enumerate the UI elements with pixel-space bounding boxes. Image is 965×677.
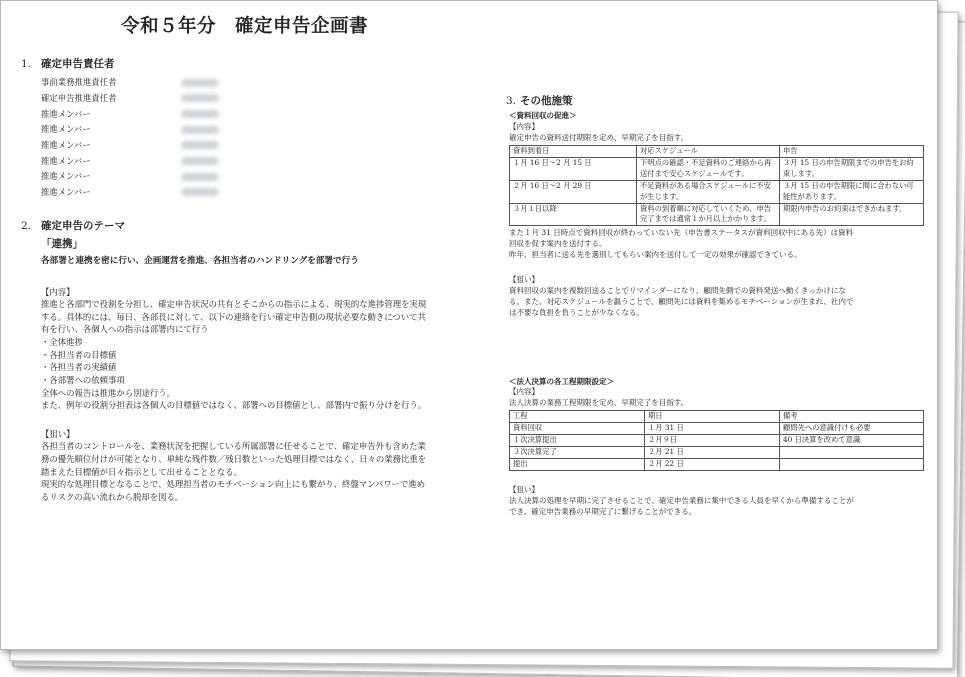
member-row: [41, 169, 491, 185]
aim-line: る。また、対応スケジュールを謳うことで、顧問先には資料を集めるモチベーションが生まれ、社内で: [509, 296, 854, 306]
table-row: [510, 435, 924, 447]
table-cell: １月 16 日～2 月 15 日: [510, 157, 637, 180]
corporate-deadline-table: [509, 410, 924, 471]
followup-block: [509, 228, 929, 261]
corporate-block: [509, 377, 929, 518]
aim-line: 各担当者のコントロールを、業務状況を把握している所属部署に任せることで、確定申告外も含めた業: [41, 441, 426, 452]
table-cell: 資料の到着順に対応していくため、申告完了までは通常１か月以上かかります。: [637, 203, 780, 226]
member-row: [41, 122, 491, 138]
intro-text: 法人決算の業務工程期限を定め、早期完了を目指す。: [509, 398, 689, 408]
bullet-item: ・全体進捗: [41, 337, 83, 348]
table-cell: ２月 22 日: [645, 458, 780, 470]
redacted-name: [181, 126, 219, 134]
redacted-name: [181, 79, 219, 87]
table-row: [510, 180, 924, 203]
member-role: 推進メンバー: [41, 108, 91, 119]
member-row: [41, 185, 491, 201]
redacted-name: [181, 94, 219, 102]
table-row: [510, 446, 924, 458]
collection-schedule-table: [509, 145, 924, 227]
intro-text: 確定申告の資料送付期限を定め、早期完了を目指す。: [509, 132, 689, 142]
table-cell: [780, 458, 924, 470]
table-header-cell: 対応スケジュール: [637, 145, 780, 157]
section-number: 3.: [506, 95, 517, 107]
content-line: する。具体的には、毎日、各部長に対して、以下の連絡を行い確定申告側の現状必要な動きについて共: [41, 311, 426, 322]
section-title: 確定申告のテーマ: [41, 220, 125, 233]
member-role: 事前業務推進責任者: [41, 77, 117, 88]
table-cell: １月 31 日: [645, 423, 780, 435]
table-cell: 下明点の確認・不足資料のご連絡から再送付まで安心スケジュールです。: [637, 157, 780, 180]
table-row: [510, 423, 924, 435]
member-list: [21, 75, 491, 201]
aim-block: [41, 428, 491, 504]
member-role: 推進メンバー: [41, 124, 91, 135]
followup-line: また１月 31 日時点で資料回収が終わっていない先（申告書ステータスが資料回収中にある先）は資料: [509, 228, 854, 238]
member-row: [41, 153, 491, 169]
aim-label: 【狙い】: [41, 428, 75, 439]
content-line: 推進と各部門で役割を分担し、確定申告状況の共有とそこからの指示による、現実的な進捗管理を実現: [41, 299, 427, 310]
member-role: 推進メンバー: [41, 171, 91, 182]
left-column: [21, 57, 491, 503]
right-column: [506, 94, 929, 517]
section-number: 1.: [21, 58, 32, 70]
redacted-name: [181, 157, 219, 165]
member-role: 推進メンバー: [41, 140, 91, 151]
followup-line: 昨年、担当者に送る先を選別してもらい案内を送付して一定の効果が確認できている。: [509, 250, 802, 260]
section-3-heading: [506, 94, 929, 109]
aim-line: 務の優先順位付けが可能となり、単純な残件数／残日数といった処理目標ではなく、日々の業務比重を: [41, 453, 427, 464]
followup-line: 回収を促す案内を送付する。: [509, 239, 607, 249]
content-label: 【内容】: [509, 122, 539, 132]
table-cell: ３月 15 日の申告期限に間に合わない可能性があります。: [780, 180, 924, 203]
table-row: [510, 157, 924, 180]
table-row: [510, 203, 924, 226]
document-title: 令和５年分 確定申告企画書: [121, 16, 369, 37]
member-role: 推進メンバー: [41, 187, 91, 198]
content-label: 【内容】: [41, 286, 75, 297]
table-cell: ３月 15 日の申告期限までの申告をお約束します。: [780, 157, 924, 180]
table-header-row: [510, 411, 924, 423]
corporate-aim-block: [509, 485, 929, 518]
theme-subtitle: 各部署と連携を密に行い、企画運営を推進、各担当者のハンドリングを部署で行う: [41, 255, 359, 266]
member-row: [41, 75, 491, 91]
table-cell: 40 日決算を改めて意識: [780, 435, 924, 447]
aim-line: 踏まえた目標値が日々指示として出せることとなる。: [41, 466, 242, 477]
table-cell: ３次決算完了: [510, 446, 645, 458]
section-title: その他施策: [520, 95, 573, 107]
redacted-name: [181, 188, 219, 196]
aim-label: 【狙い】: [509, 275, 539, 285]
redacted-name: [181, 173, 219, 181]
section-2-heading: [21, 219, 491, 235]
table-cell: 顧問先への意識付けも必要: [780, 423, 924, 435]
table-cell: [780, 446, 924, 458]
member-role: 確定申告推進責任者: [41, 92, 117, 103]
theme-keyword: 「連携」: [41, 238, 83, 250]
table-row: [510, 458, 924, 470]
table-cell: ２月９日: [645, 435, 780, 447]
table-header-row: [510, 145, 924, 157]
bullet-item: ・各担当者の目標値: [41, 349, 117, 360]
collect-aim-block: [509, 275, 929, 319]
aim-line: るリスクの高い流れから脱却を図る。: [41, 491, 184, 502]
member-row: [41, 106, 491, 122]
content-line: また、例年の役割分担表は各個人の目標値ではなく、部署への目標値とし、部署内で振り分けを行う。: [41, 400, 427, 411]
content-line: 全体への報告は推進から別途行う。: [41, 387, 175, 398]
bullet-item: ・各担当者の実績値: [41, 362, 117, 373]
table-cell: 期限内申告のお約束はできかねます。: [780, 203, 924, 226]
table-cell: ２月 21 日: [645, 446, 780, 458]
content-line: 有を行い、各個人への指示は部署内にて行う: [41, 324, 209, 335]
member-row: [41, 138, 491, 154]
table-cell: ３月１日以降: [510, 203, 637, 226]
table-header-cell: 資料到着日: [510, 145, 637, 157]
subsection-heading: ＜法人決算の各工程期限設定＞: [509, 376, 614, 386]
member-role: 推進メンバー: [41, 155, 91, 166]
content-label: 【内容】: [509, 387, 539, 397]
aim-line: 資料回収の案内を複数回送ることでリマインダーになり、顧問先側での資料発送へ動くきっかけにな: [509, 285, 846, 295]
member-row: [41, 90, 491, 106]
section-title: 確定申告責任者: [41, 58, 115, 70]
table-header-cell: 申告: [780, 145, 924, 157]
table-header-cell: 工程: [510, 411, 645, 423]
table-header-cell: 期日: [645, 411, 780, 423]
redacted-name: [181, 110, 219, 118]
aim-line: は不要な負担を負うことが少なくなる。: [509, 307, 644, 317]
table-cell: １次決算提出: [510, 435, 645, 447]
subsection-heading: ＜資料回収の促進＞: [509, 111, 577, 121]
aim-line: でき、確定申告業務の早期完了に繋げることができる。: [509, 506, 697, 516]
content-block: [41, 286, 491, 412]
aim-line: 現実的な処理目標となることで、処理担当者のモチベーション向上にも繋がり、終盤マンパワーで進め: [41, 479, 426, 490]
redacted-name: [181, 141, 219, 149]
table-cell: 資料回収: [510, 423, 645, 435]
aim-label: 【狙い】: [509, 484, 539, 494]
aim-line: 法人決算の処理を早期に完了させることで、確定申告業務に集中できる人員を早くから準備することが: [509, 495, 854, 505]
table-cell: 不足資料がある場合スケジュールに不安が生じます。: [637, 180, 780, 203]
table-cell: ２月 16 日～2 月 29 日: [510, 180, 637, 203]
section-1-heading: [21, 57, 491, 73]
bullet-item: ・各部署への依頼事項: [41, 374, 125, 385]
table-header-cell: 備考: [780, 411, 924, 423]
table-cell: 提出: [510, 458, 645, 470]
section-number: 2.: [21, 220, 32, 233]
